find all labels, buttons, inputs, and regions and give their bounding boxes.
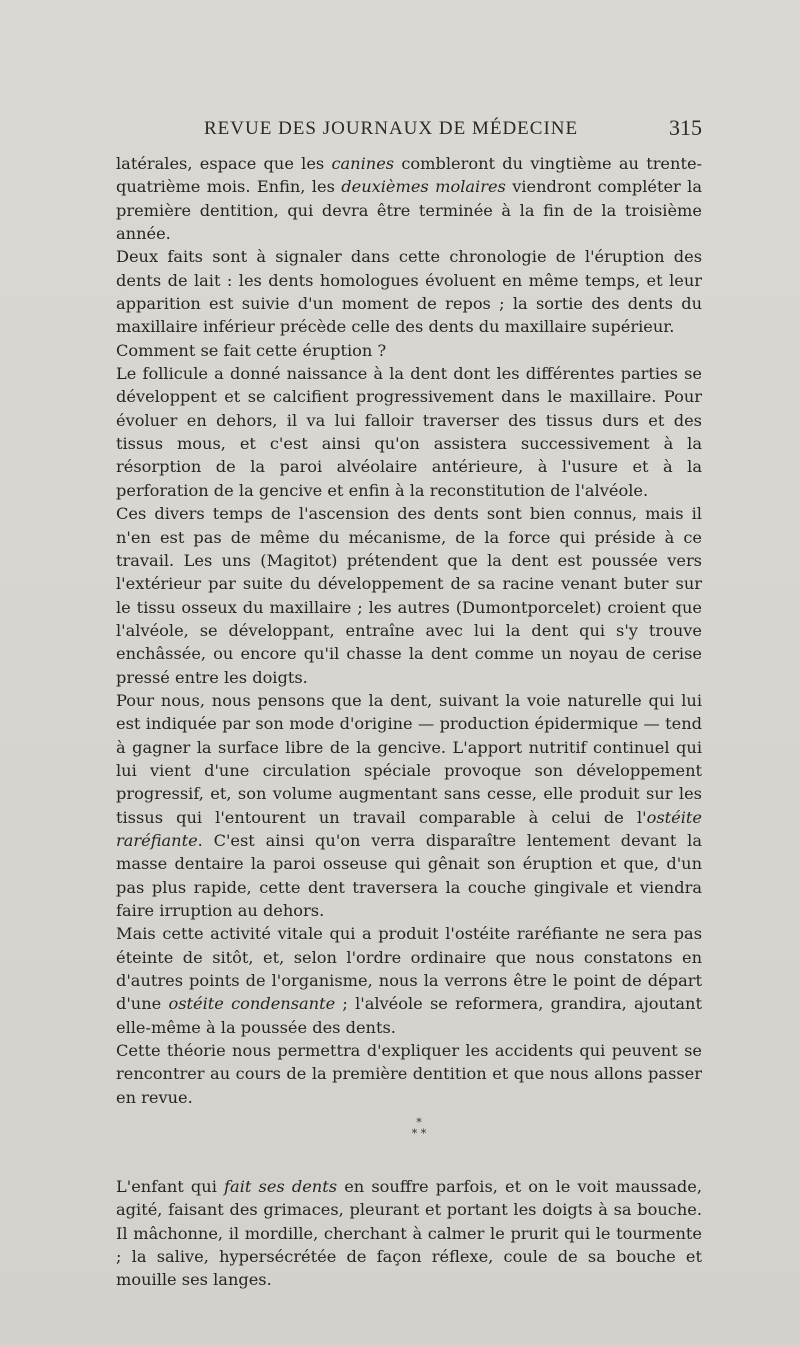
text-segment: Mais cette activité vitale qui a produit l'ostéite raréfiante ne sera pas éteinte de sitôt, et, selon l'ordre ordinaire que nous constatons en d'autres points de l'organisme, nous la verrons être le point de départ d'une [116, 924, 702, 1014]
paragraph-list [116, 152, 702, 1109]
header-title: REVUE DES JOURNAUX DE MÉDECINE [204, 118, 579, 139]
italic-text: ostéite condensante [168, 994, 336, 1014]
text-segment: Cette théorie nous permettra d'expliquer les accidents qui peuvent se rencontrer au cours de la première dentition et que nous allons passer en revue. [116, 1041, 702, 1107]
text-segment: Deux faits sont à signaler dans cette chronologie de l'éruption des dents de lait : les dents homologues évoluent en même temps, et leur apparition est suivie d'un moment de repos ; la sortie des dents du maxillaire inférieur précède celle des dents du maxillaire supérieur. [116, 247, 702, 337]
final-paragraph-container [116, 1175, 702, 1292]
paragraph [116, 245, 702, 338]
paragraph [116, 689, 702, 922]
asterism-top: * [416, 1116, 422, 1130]
text-segment: Pour nous, nous pensons que la dent, suivant la voie naturelle qui lui est indiquée par son mode d'origine — production épidermique — tend à gagner la surface libre de la gencive. L'apport nutritif continuel qui lui vient d'une circulation spéciale provoque son développement progressif, et, son volume augmentant sans cesse, elle produit sur les tissus qui l'entourent un travail comparable à celui de l' [116, 690, 702, 827]
text-segment: Ces divers temps de l'ascension des dents sont bien connus, mais il n'en est pas de même du mécanisme, de la force qui préside à ce travail. Les uns (Magitot) prétendent que la dent est poussée vers l'extérieur par suite du développement de sa racine venant buter sur le tissu osseux du maxillaire ; les autres (Dumontporcelet) croient que l'alvéole, se développant, entraîne avec lui la dent qui s'y trouve enchâssée, ou encore qu'il chasse la dent comme un noyau de cerise pressé entre les doigts. [116, 504, 702, 687]
section-separator [116, 1109, 702, 1175]
asterism [116, 1117, 702, 1139]
text-segment: latérales, espace que les [116, 154, 332, 173]
italic-text: fait ses dents [224, 1177, 338, 1197]
asterism-bottom: * * [411, 1127, 427, 1141]
paragraph [116, 1039, 702, 1109]
body-text [116, 152, 702, 1292]
paragraph [116, 1175, 702, 1292]
italic-text: canines [331, 154, 395, 173]
paragraph [116, 362, 702, 502]
text-segment: combleront du vingtième au trente-quatrième mois. Enfin, les [116, 154, 702, 197]
italic-text: ostéite raréfiante [116, 807, 702, 850]
paragraph [116, 922, 702, 1039]
text-segment: ; l'alvéole se reformera, grandira, ajoutant elle-même à la poussée des dents. [116, 994, 702, 1037]
paragraph [116, 152, 702, 245]
text-segment: viendront compléter la première dentition, qui devra être terminée à la fin de la troisième année. [116, 177, 702, 244]
text-segment: . C'est ainsi qu'on verra disparaître lentement devant la masse dentaire la paroi osseuse qui gênait son éruption et que, d'un pas plus rapide, cette dent traversera la couche gingivale et viendra faire irruption au dehors. [116, 830, 702, 920]
paragraph [116, 339, 702, 362]
text-segment: Comment se fait cette éruption ? [116, 340, 387, 360]
italic-text: deuxièmes molaires [341, 177, 506, 197]
text-segment: en souffre parfois, et on le voit maussade, agité, faisant des grimaces, pleurant et portant les doigts à sa bouche. Il mâchonne, il mordille, cherchant à calmer le prurit qui le tourmente ; la salive, hypersécrétée de façon réflexe, coule de sa bouche et mouille ses langes. [116, 1177, 702, 1290]
text-segment: L'enfant qui [116, 1177, 225, 1197]
page-number: 315 [669, 115, 702, 140]
text-segment: Le follicule a donné naissance à la dent dont les différentes parties se développent et se calcifient progressivement dans le maxillaire. Pour évoluer en dehors, il va lui falloir traverser des tissus durs et des tissus mous, et c'est ainsi qu'on assistera successivement à la résorption de la paroi alvéolaire antérieure, à l'usure et à la perforation de la gencive et enfin à la reconstitution de l'alvéole. [116, 364, 702, 500]
running-header [116, 115, 702, 148]
paragraph [116, 502, 702, 689]
